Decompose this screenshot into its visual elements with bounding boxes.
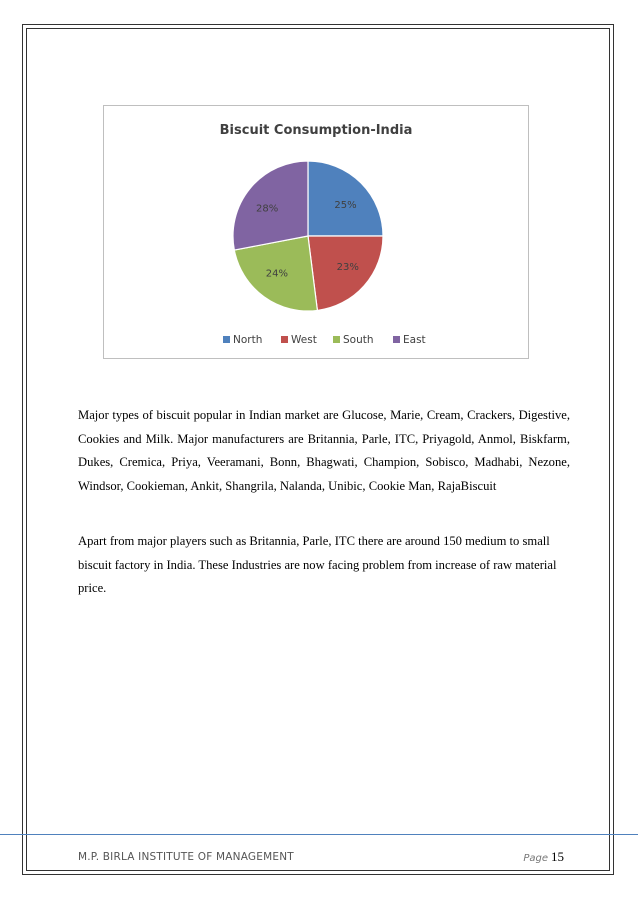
legend-swatch-north bbox=[223, 336, 230, 343]
chart-title: Biscuit Consumption-India bbox=[219, 123, 413, 138]
footer-page-num: 15 bbox=[551, 849, 564, 864]
footer-divider bbox=[0, 834, 638, 835]
pie-chart bbox=[103, 105, 529, 359]
pie-label-west: 23% bbox=[336, 261, 359, 273]
pie-slice-west bbox=[308, 236, 383, 310]
pie-label-east: 28% bbox=[256, 203, 279, 215]
pie-slice-north bbox=[308, 161, 383, 236]
pie-label-north: 25% bbox=[334, 200, 357, 212]
footer-page-word: Page bbox=[523, 853, 548, 864]
body-paragraph-2: Apart from major players such as Britannia, Parle, ITC there are around 150 medium to small biscuit factory in India. These Industries are now facing problem from increase of raw material price. bbox=[78, 534, 557, 595]
legend-swatch-east bbox=[393, 336, 400, 343]
body-paragraph-1: Major types of biscuit popular in Indian market are Glucose, Marie, Cream, Crackers, Digestive, Cookies and Milk. Major manufacturers are Britannia, Parle, ITC, Priyagold, Anmol, Biskfarm, Dukes, Cremica, Priya, Veeramani, Bonn, Bhagwati, Champion, Sobisco, Madhabi, Nezone, Windsor, Cookieman, Ankit, Shangrila, Nalanda, Unibic, Cookie Man, RajaBiscuit bbox=[78, 408, 570, 493]
pie-label-south: 24% bbox=[265, 268, 288, 280]
legend-swatch-south bbox=[333, 336, 340, 343]
legend-swatch-west bbox=[281, 336, 288, 343]
pie-chart-svg bbox=[104, 106, 528, 358]
legend-label-east: East bbox=[403, 334, 426, 346]
legend-label-west: West bbox=[291, 334, 317, 346]
footer-institute: M.P. BIRLA INSTITUTE OF MANAGEMENT bbox=[78, 851, 294, 863]
legend-label-south: South bbox=[343, 334, 374, 346]
legend-label-north: North bbox=[233, 334, 263, 346]
footer-page-number bbox=[523, 849, 564, 865]
